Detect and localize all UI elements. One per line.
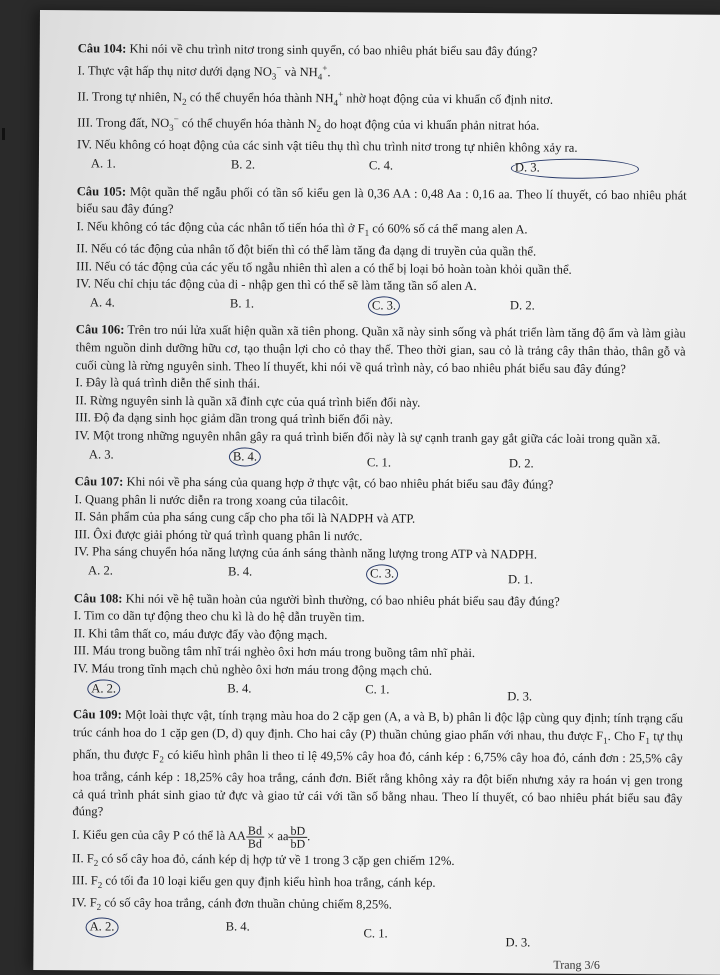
statement-4: IV. Nếu chỉ chịu tác động của di - nhập gen thì có thể sẽ làm tăng tần số alen A. [76,276,477,294]
answer-options [73,679,683,703]
statement-4: IV. Một trong những nguyên nhân gây ra quá trình biến đổi này là sự cạnh tranh gay gắt giữa các loài trong quần xã. [74,428,661,447]
option-a-circled[interactable]: A. 2. [86,917,119,937]
statement-2: II. $F_2$ có số cây hoa đỏ, cánh kép dị hợp tử về 1 trong 3 cặp gen chiếm 12%. [72,851,455,868]
option-c[interactable]: C. 1. [363,926,388,941]
edge-mark [2,128,5,140]
genotype-fraction-1: $\frac{Bd}{Bd}$ [247,823,263,851]
statement-1: I. Đây là quá trình diễn thế sinh thái. [75,375,261,391]
option-b-circled[interactable]: B. 4. [229,447,261,467]
option-d[interactable]: D. 2. [508,455,534,470]
option-d[interactable]: D. 3. [507,688,533,704]
page-number: Trang 3/6 [553,957,600,972]
question-stem: Câu 109: Một loài thực vật, tính trạng màu hoa do 2 cặp gen (A, a và B, b) phân li độc lập cùng quy định; tính trạng cấu trúc cánh hoa do 1 cặp gen (D, d) quy định. Cho hai cây (P) thuần chủng giao phấn với nhau, thu được $F_1$. Cho $F_1$ tự thụ phấn, thu được $F_2$ có kiểu hình phân li theo tỉ lệ 49,5% cây hoa đỏ, cánh kép : 6,75% cây hoa đỏ, cánh đơn : 25,5% cây hoa trắng, cánh kép : 18,25% cây hoa trắng, cánh đơn. Biết rằng không xảy ra đột biến nhưng xảy ra hoán vị gen trong cả quá trình phát sinh giao tử đực và giao tử cái với tần số bằng nhau. Theo lí thuyết, có bao nhiêu phát biểu sau đây đúng? [72,707,684,819]
option-a[interactable]: A. 1. [90,156,116,171]
question-104 [77,40,688,179]
question-109 [71,706,684,950]
statement-3: III. Máu trong buồng tâm nhĩ trái nghèo ôxi hơn máu trong buồng tâm nhĩ phải. [73,643,476,661]
exam-page [33,10,720,975]
option-d[interactable]: D. 2. [509,298,535,313]
statement-3: III. Nếu có tác động của các yếu tố ngẫu nhiên thì alen a có thể bị loại bỏ hoàn toàn khỏi quần thể. [76,258,572,277]
option-c[interactable]: C. 1. [366,454,392,469]
question-text: Khi nói về chu trình nitơ trong sinh quyển, có bao nhiêu phát biểu sau đây đúng? [129,41,538,59]
statement-1: I. Quang phân li nước diễn ra trong xoang của tilacôit. [74,491,349,508]
question-105 [76,183,687,318]
answer-options [77,155,687,179]
statement-2: II. Sản phẩm của pha sáng cung cấp cho pha tối là NADPH và ATP. [74,509,416,526]
statement-4: IV. $F_2$ có số cây hoa trắng, cánh đơn thuần chủng chiếm 8,25%. [71,895,392,912]
option-c[interactable]: C. 4. [368,158,394,173]
question-108 [73,590,684,703]
page-content [71,40,687,949]
option-c[interactable]: C. 1. [365,681,390,697]
option-a-circled[interactable]: A. 2. [87,679,120,699]
question-label: Câu 104: [77,41,127,56]
statement-4: IV. Nếu không có hoạt động của các sinh vật tiêu thụ thì chu trình nitơ trong tự nhiên không xảy ra. [77,137,578,156]
question-106 [75,322,686,470]
statement-4: IV. Máu trong tĩnh mạch chủ nghèo ôxi hơn máu trong động mạch chủ. [73,661,433,678]
option-c-circled[interactable]: C. 3. [368,296,400,316]
option-a[interactable]: A. 2. [88,563,113,578]
option-a[interactable]: A. 4. [89,295,115,310]
question-stem: Câu 106: Trên tro núi lửa xuất hiện quần xã tiên phong. Quần xã này sinh sống và phát triển làm tăng độ ẩm và làm giàu thêm nguồn dinh dưỡng hữu cơ, tạo thuận lợi cho cỏ thay thế. Theo thời gian, sau cỏ là trảng cây thân thảo, thân gỗ và cuối cùng là rừng nguyên sinh. Theo lí thuyết, khi nói về quá trình này, có bao nhiêu phát biểu sau đây đúng? [75,322,686,376]
option-b[interactable]: B. 1. [229,296,255,311]
option-a[interactable]: A. 3. [88,446,114,462]
question-107 [74,473,685,586]
option-d[interactable]: D. 1. [507,572,533,587]
statement-1: I. Nếu không có tác động của các nhân tố tiến hóa thì ở $F_1$ có 60% số cá thể mang alen A. [76,219,528,238]
answer-options [74,562,684,586]
option-b[interactable]: B. 4. [228,564,253,579]
genotype-fraction-2: $\frac{bD}{bD}$ [290,823,306,851]
question-stem: Câu 105: Một quần thể ngẫu phối có tần số kiểu gen là 0,36 AA : 0,48 Aa : 0,16 aa. Theo lí thuyết, có bao nhiêu phát biểu sau đây đúng? [76,183,687,217]
answer-options [76,294,686,318]
statement-2: II. Nếu có tác động của nhân tố đột biến thì có thể làm tăng đa dạng di truyền của quần thể. [76,241,537,259]
option-c-circled[interactable]: C. 3. [366,564,398,584]
statement-2: II. Khi tâm thất co, máu được đẩy vào động mạch. [73,626,328,642]
statement-1: I. Kiểu gen của cây P có thể là AA $\frac{Bd}{Bd}$ × aa $\frac{bD}{bD}$ . [72,823,311,851]
statement-4: IV. Pha sáng chuyển hóa năng lượng của ánh sáng thành năng lượng trong ATP và NADPH. [74,544,538,562]
option-d[interactable]: D. 3. [505,935,531,950]
statement-2: II. Rừng nguyên sinh là quần xã đỉnh cực của quá trình biến đổi này. [75,392,421,410]
statement-1: I. Thực vật hấp thụ nitơ dưới dạng $NO_3^-$ và $NH_4^+$. [77,62,331,82]
option-b[interactable]: B. 2. [230,157,256,172]
question-stem: Câu 108: Khi nói về hệ tuần hoàn của người bình thường, có bao nhiêu phát biểu sau đây đúng? [73,590,560,609]
question-stem: Câu 107: Khi nói về pha sáng của quang hợp ở thực vật, có bao nhiêu phát biểu sau đây đúng? [74,474,554,492]
option-b[interactable]: B. 4. [227,680,252,696]
answer-options [72,917,682,950]
statement-2: II. Trong tự nhiên, $N_2$ có thể chuyển hóa thành $NH_4^+$ nhờ hoạt động của vi khuẩn cố định nitơ. [77,88,554,108]
statement-3: III. Ôxi được giải phóng từ quá trình quang phân li nước. [74,527,363,544]
statement-3: III. Độ đa dạng sinh học giảm dần trong quá trình biến đổi này. [75,410,394,427]
option-d-circled[interactable]: D. 3. [511,158,639,178]
answer-options [75,446,685,470]
statement-1: I. Tim co dãn tự động theo chu kì là do hệ dẫn truyền tim. [73,608,365,625]
statement-3: III. Trong đất, $NO_3^-$ có thể chuyển hóa thành $N_2$ do hoạt động của vi khuẩn phản nitrat hóa. [77,114,540,134]
option-b[interactable]: B. 4. [225,919,250,934]
statement-3: III. $F_2$ có tối đa 10 loại kiểu gen quy định kiểu hình hoa trắng, cánh kép. [71,873,436,890]
